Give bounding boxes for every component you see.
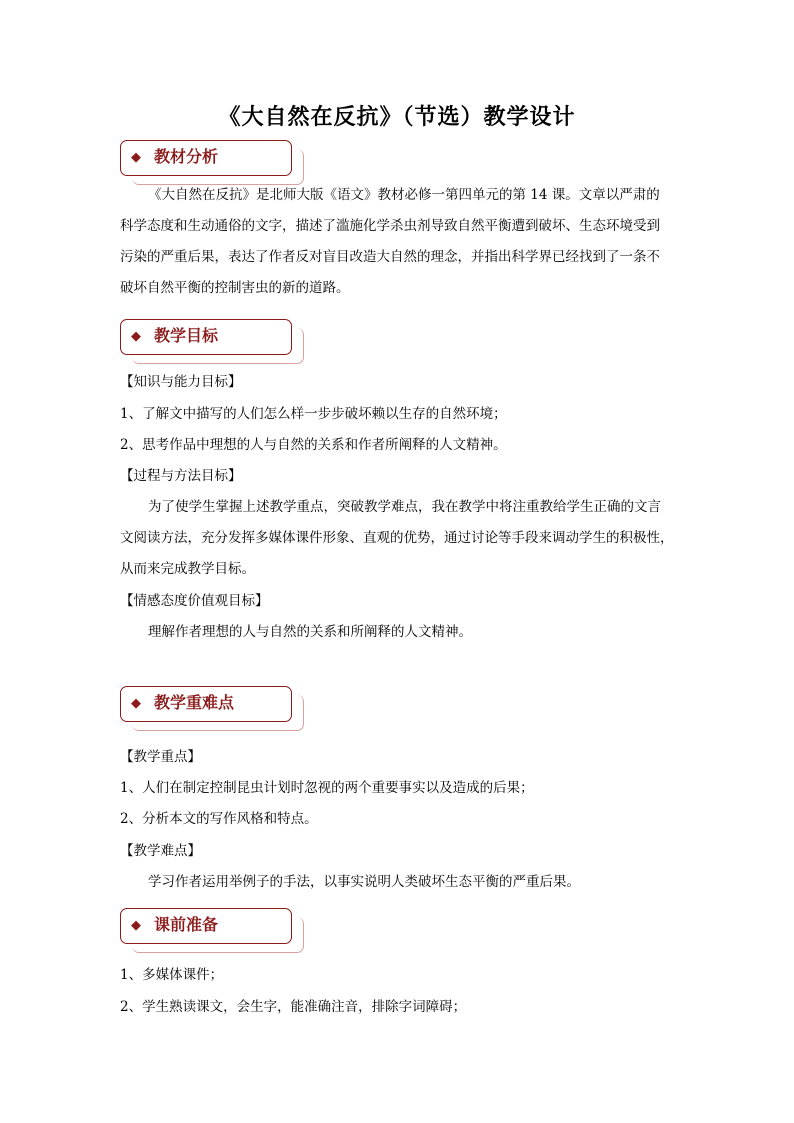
key-point-label: 【教学重点】 bbox=[120, 749, 201, 765]
analysis-line: 污染的严重后果，表达了作者反对盲目改造大自然的理念，并指出科学界已经找到了一条不 bbox=[120, 249, 660, 265]
section-heading-keypoints bbox=[120, 686, 292, 722]
analysis-line: 科学态度和生动通俗的文字，描述了滥施化学杀虫剂导致自然平衡遭到破坏、生态环境受到 bbox=[120, 218, 660, 234]
key-point-item: 1、人们在制定控制昆虫计划时忽视的两个重要事实以及造成的后果； bbox=[120, 780, 534, 796]
section-heading-goals bbox=[120, 319, 292, 355]
analysis-line: 破坏自然平衡的控制害虫的新的道路。 bbox=[120, 280, 350, 296]
section-heading-text: 课前准备 bbox=[154, 915, 219, 934]
analysis-line: 《大自然在反抗》是北师大版《语文》教材必修一第四单元的第 14 课。文章以严肃的 bbox=[148, 187, 660, 203]
difficult-point-text: 学习作者运用举例子的手法，以事实说明人类破坏生态平衡的严重后果。 bbox=[148, 874, 580, 890]
prep-item: 1、多媒体课件； bbox=[120, 967, 224, 983]
process-goal-line: 文阅读方法，充分发挥多媒体课件形象、直观的优势，通过讨论等手段来调动学生的积极性， bbox=[120, 530, 674, 546]
prep-item: 2、学生熟读课文，会生字，能准确注音，排除字词障碍； bbox=[120, 999, 467, 1015]
knowledge-goal-label: 【知识与能力目标】 bbox=[120, 374, 242, 390]
section-heading-text: 教学重难点 bbox=[154, 693, 235, 712]
diamond-icon: ◆ bbox=[131, 329, 141, 344]
section-heading-analysis bbox=[120, 140, 292, 176]
process-goal-line: 为了使学生掌握上述教学重点，突破教学难点，我在教学中将注重教给学生正确的文言 bbox=[148, 499, 661, 515]
diamond-icon: ◆ bbox=[131, 150, 141, 165]
key-point-item: 2、分析本文的写作风格和特点。 bbox=[120, 811, 318, 827]
difficult-point-label: 【教学难点】 bbox=[120, 843, 201, 859]
diamond-icon: ◆ bbox=[131, 918, 141, 933]
document-title: 《大自然在反抗》（节选）教学设计 bbox=[218, 104, 576, 130]
knowledge-goal-item: 1、了解文中描写的人们怎么样一步步破坏赖以生存的自然环境； bbox=[120, 406, 507, 422]
emotion-goal-text: 理解作者理想的人与自然的关系和所阐释的人文精神。 bbox=[148, 624, 472, 640]
section-heading-text: 教材分析 bbox=[154, 147, 219, 166]
knowledge-goal-item: 2、思考作品中理想的人与自然的关系和作者所阐释的人文精神。 bbox=[120, 437, 507, 453]
section-heading-prep bbox=[120, 908, 292, 944]
emotion-goal-label: 【情感态度价值观目标】 bbox=[120, 593, 269, 609]
process-goal-label: 【过程与方法目标】 bbox=[120, 468, 242, 484]
process-goal-line: 从而来完成教学目标。 bbox=[120, 561, 255, 577]
diamond-icon: ◆ bbox=[131, 696, 141, 711]
section-heading-text: 教学目标 bbox=[154, 326, 219, 345]
